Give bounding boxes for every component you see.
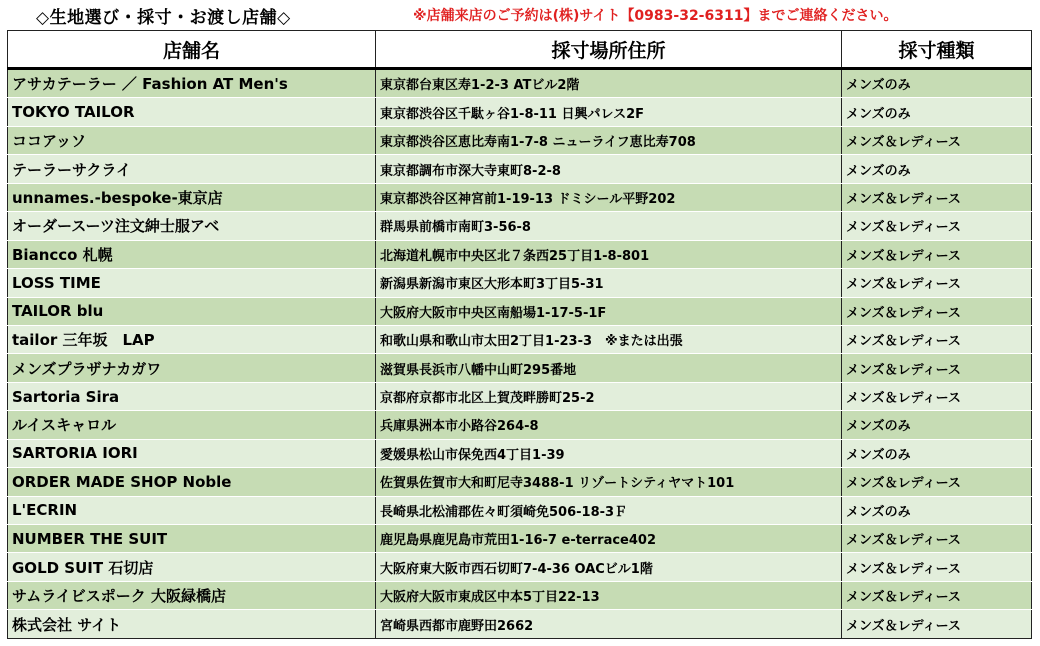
table-row [8, 212, 1032, 240]
column-header-store-name: 店舗名 [8, 31, 376, 69]
header-bar [0, 0, 1040, 30]
address-cell: 大阪府東大阪市西石切町7-4-36 OACビル1階 [376, 553, 842, 581]
address-cell: 長崎県北松浦郡佐々町須崎免506-18-3Ｆ [376, 496, 842, 524]
table-row [8, 525, 1032, 553]
store-name-cell: ルイスキャロル [8, 411, 376, 439]
address-cell: 北海道札幌市中央区北７条西25丁目1-8-801 [376, 240, 842, 268]
header-row [8, 31, 1032, 69]
store-name-cell: サムライビスポーク 大阪緑橋店 [8, 581, 376, 609]
measure-type-cell: メンズ＆レディース [842, 581, 1032, 609]
measure-type-cell: メンズ＆レディース [842, 354, 1032, 382]
measure-type-cell: メンズ＆レディース [842, 468, 1032, 496]
store-table-body [8, 69, 1032, 639]
store-name-cell: メンズプラザナカガワ [8, 354, 376, 382]
address-cell: 京都府京都市北区上賀茂畔勝町25-2 [376, 382, 842, 410]
address-cell: 佐賀県佐賀市大和町尼寺3488-1 リゾートシティヤマト101 [376, 468, 842, 496]
address-cell: 東京都調布市深大寺東町8-2-8 [376, 155, 842, 183]
store-name-cell: Sartoria Sira [8, 382, 376, 410]
store-name-cell: SARTORIA IORI [8, 439, 376, 467]
table-row [8, 297, 1032, 325]
table-row [8, 183, 1032, 211]
address-cell: 和歌山県和歌山市太田2丁目1-23-3 ※または出張 [376, 325, 842, 353]
table-row [8, 240, 1032, 268]
address-cell: 大阪府大阪市中央区南船場1-17-5-1F [376, 297, 842, 325]
table-row [8, 581, 1032, 609]
column-header-address: 採寸場所住所 [376, 31, 842, 69]
measure-type-cell: メンズのみ [842, 155, 1032, 183]
measure-type-cell: メンズ＆レディース [842, 183, 1032, 211]
table-row [8, 411, 1032, 439]
store-name-cell: アサカテーラー ／ Fashion AT Men's [8, 69, 376, 98]
table-row [8, 496, 1032, 524]
address-cell: 兵庫県洲本市小路谷264-8 [376, 411, 842, 439]
measure-type-cell: メンズ＆レディース [842, 553, 1032, 581]
page-title: ◇生地選び・採寸・お渡し店舗◇ [36, 8, 291, 28]
table-row [8, 354, 1032, 382]
table-row [8, 269, 1032, 297]
address-cell: 東京都渋谷区神宮前1-19-13 ドミシール平野202 [376, 183, 842, 211]
store-table [7, 30, 1032, 639]
store-name-cell: ORDER MADE SHOP Noble [8, 468, 376, 496]
store-name-cell: ココアッソ [8, 126, 376, 154]
store-name-cell: TAILOR blu [8, 297, 376, 325]
measure-type-cell: メンズ＆レディース [842, 240, 1032, 268]
table-row [8, 610, 1032, 638]
column-header-measure-type: 採寸種類 [842, 31, 1032, 69]
measure-type-cell: メンズ＆レディース [842, 610, 1032, 638]
measure-type-cell: メンズ＆レディース [842, 126, 1032, 154]
address-cell: 東京都渋谷区恵比寿南1-7-8 ニューライフ恵比寿708 [376, 126, 842, 154]
store-name-cell: unnames.-bespoke-東京店 [8, 183, 376, 211]
address-cell: 群馬県前橋市南町3-56-8 [376, 212, 842, 240]
measure-type-cell: メンズ＆レディース [842, 269, 1032, 297]
address-cell: 大阪府大阪市東成区中本5丁目22-13 [376, 581, 842, 609]
table-row [8, 126, 1032, 154]
store-name-cell: NUMBER THE SUIT [8, 525, 376, 553]
address-cell: 東京都台東区寿1-2-3 ATビル2階 [376, 69, 842, 98]
measure-type-cell: メンズのみ [842, 411, 1032, 439]
store-name-cell: L'ECRIN [8, 496, 376, 524]
table-row [8, 439, 1032, 467]
measure-type-cell: メンズ＆レディース [842, 297, 1032, 325]
store-name-cell: テーラーサクライ [8, 155, 376, 183]
table-row [8, 468, 1032, 496]
table-row [8, 98, 1032, 126]
measure-type-cell: メンズのみ [842, 439, 1032, 467]
address-cell: 宮崎県西都市鹿野田2662 [376, 610, 842, 638]
measure-type-cell: メンズのみ [842, 98, 1032, 126]
table-row [8, 69, 1032, 98]
measure-type-cell: メンズ＆レディース [842, 325, 1032, 353]
store-name-cell: オーダースーツ注文紳士服アベ [8, 212, 376, 240]
store-table-header [8, 31, 1032, 69]
store-name-cell: GOLD SUIT 石切店 [8, 553, 376, 581]
address-cell: 愛媛県松山市保免西4丁目1-39 [376, 439, 842, 467]
store-name-cell: Biancco 札幌 [8, 240, 376, 268]
store-name-cell: TOKYO TAILOR [8, 98, 376, 126]
store-name-cell: LOSS TIME [8, 269, 376, 297]
measure-type-cell: メンズのみ [842, 496, 1032, 524]
table-row [8, 382, 1032, 410]
address-cell: 鹿児島県鹿児島市荒田1-16-7 e-terrace402 [376, 525, 842, 553]
measure-type-cell: メンズ＆レディース [842, 382, 1032, 410]
table-row [8, 553, 1032, 581]
store-name-cell: tailor 三年坂 LAP [8, 325, 376, 353]
measure-type-cell: メンズ＆レディース [842, 212, 1032, 240]
table-row [8, 325, 1032, 353]
address-cell: 滋賀県長浜市八幡中山町295番地 [376, 354, 842, 382]
measure-type-cell: メンズ＆レディース [842, 525, 1032, 553]
table-row [8, 155, 1032, 183]
address-cell: 新潟県新潟市東区大形本町3丁目5-31 [376, 269, 842, 297]
measure-type-cell: メンズのみ [842, 69, 1032, 98]
reservation-notice: ※店舗来店のご予約は(株)サイト【0983-32-6311】までご連絡ください。 [413, 8, 898, 24]
address-cell: 東京都渋谷区千駄ヶ谷1-8-11 日興パレス2F [376, 98, 842, 126]
store-name-cell: 株式会社 サイト [8, 610, 376, 638]
